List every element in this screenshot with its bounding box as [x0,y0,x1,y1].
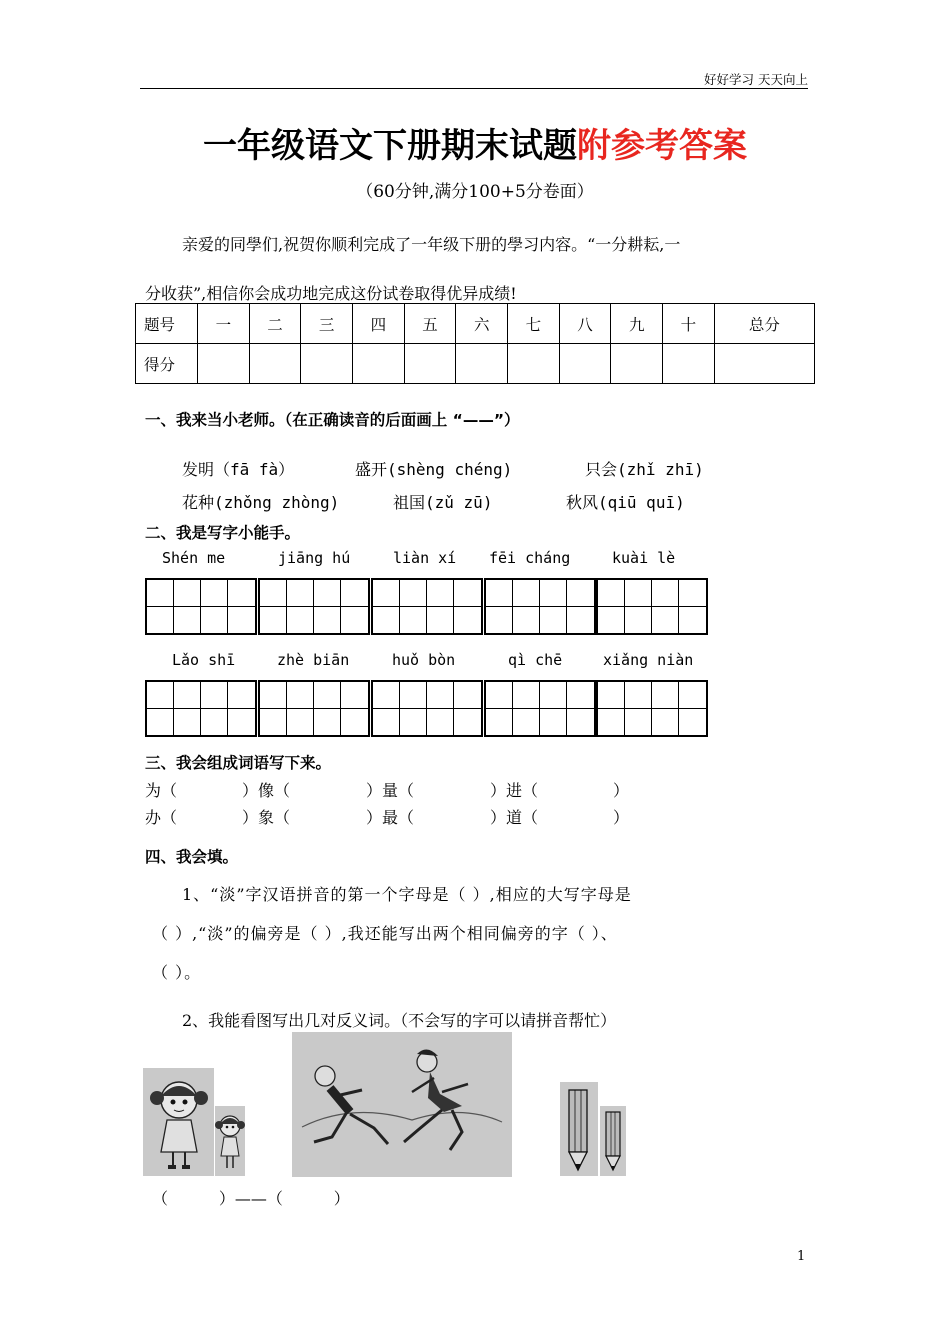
header-divider [140,88,808,89]
fill-blank: ）进（ [490,781,539,800]
header-motto: 好好学习 天天向上 [704,72,808,87]
score-cell[interactable] [714,344,814,384]
writing-cell[interactable] [228,580,255,607]
writing-cell[interactable] [679,682,706,709]
writing-cell[interactable] [486,607,513,634]
writing-cell[interactable] [652,709,679,736]
pinyin-label: fēi cháng [489,549,571,567]
score-cell[interactable] [559,344,611,384]
writing-cell[interactable] [540,580,567,607]
writing-cell[interactable] [540,607,567,634]
writing-cell[interactable] [373,580,400,607]
writing-cell[interactable] [486,682,513,709]
pinyin-label: qì chē [508,651,563,669]
writing-cell[interactable] [174,709,201,736]
writing-cell[interactable] [341,580,368,607]
writing-cell[interactable] [427,580,454,607]
score-table-header: 三 [301,304,353,344]
writing-cell[interactable] [174,682,201,709]
writing-cell[interactable] [427,709,454,736]
writing-grid[interactable] [484,680,596,737]
score-cell[interactable] [198,344,250,384]
writing-cell[interactable] [373,682,400,709]
writing-cell[interactable] [652,580,679,607]
pinyin-label: Shén me [162,549,226,567]
writing-grid[interactable] [258,578,370,635]
running-children-illustration [292,1032,512,1177]
score-table-score-row [136,344,815,384]
word-item: 祖国(zǔ zū) [393,493,493,512]
long-pencil-illustration [560,1082,598,1176]
writing-cell[interactable] [314,607,341,634]
writing-grid[interactable] [145,578,257,635]
writing-cell[interactable] [400,682,427,709]
score-cell[interactable] [663,344,715,384]
fill-blank: ） [613,781,630,800]
score-table-header: 总分 [714,304,814,344]
score-cell[interactable] [611,344,663,384]
writing-cell[interactable] [341,607,368,634]
writing-cell[interactable] [598,682,625,709]
page-number: 1 [797,1249,806,1264]
pinyin-label: kuài lè [612,549,676,567]
section-1-heading: 一、我来当小老师。（在正确读音的后面画上 “——”） [145,411,520,429]
score-table-header-row [136,304,815,344]
writing-cell[interactable] [373,607,400,634]
pinyin-label: Lǎo shī [172,651,236,669]
word-item: 只会(zhǐ zhī) [585,460,704,479]
word-item: 秋风(qiū quī) [566,493,685,512]
writing-grid[interactable] [371,578,483,635]
intro-line-2: 分收获”,相信你会成功地完成这份试卷取得优异成绩! [145,284,517,303]
pinyin-label: huǒ bòn [392,651,456,669]
pinyin-label: xiǎng niàn [603,651,694,669]
writing-cell[interactable] [260,709,287,736]
writing-cell[interactable] [540,709,567,736]
writing-cell[interactable] [567,682,594,709]
writing-cell[interactable] [567,607,594,634]
writing-cell[interactable] [147,607,174,634]
writing-cell[interactable] [314,682,341,709]
writing-cell[interactable] [427,607,454,634]
writing-cell[interactable] [486,709,513,736]
writing-cell[interactable] [513,607,540,634]
section-3-heading: 三、我会组成词语写下来。 [145,754,332,772]
writing-cell[interactable] [652,682,679,709]
tall-girl-illustration [143,1068,214,1176]
writing-cell[interactable] [679,607,706,634]
word-item: 盛开(shèng chéng) [355,460,513,479]
short-pencil-illustration [600,1106,626,1176]
writing-cell[interactable] [260,607,287,634]
writing-cell[interactable] [679,709,706,736]
writing-cell[interactable] [513,580,540,607]
score-table-header: 七 [508,304,560,344]
writing-grid[interactable] [145,680,257,737]
writing-cell[interactable] [567,709,594,736]
score-table-row-label: 题号 [136,304,198,344]
score-table-header: 十 [663,304,715,344]
writing-cell[interactable] [400,709,427,736]
writing-cell[interactable] [287,682,314,709]
writing-cell[interactable] [679,580,706,607]
writing-cell[interactable] [625,682,652,709]
title-main: 一年级语文下册期末试题 [203,126,577,166]
question-4-1-line-3: （ ）。 [152,963,202,982]
score-table-row-label: 得分 [136,344,198,384]
page-title [0,118,950,167]
fill-blank: ）最（ [366,808,415,827]
writing-cell[interactable] [201,580,228,607]
writing-cell[interactable] [314,709,341,736]
score-cell[interactable] [508,344,560,384]
writing-cell[interactable] [147,682,174,709]
writing-cell[interactable] [427,682,454,709]
fill-blank: 办（ [145,808,178,827]
score-table-header: 一 [198,304,250,344]
writing-cell[interactable] [287,607,314,634]
writing-cell[interactable] [287,580,314,607]
writing-cell[interactable] [314,580,341,607]
writing-cell[interactable] [400,607,427,634]
short-girl-illustration [215,1106,245,1176]
fill-blank: ）道（ [490,808,539,827]
writing-cell[interactable] [287,709,314,736]
score-cell[interactable] [353,344,405,384]
fill-blank: 为（ [145,781,178,800]
title-highlight: 附参考答案 [577,126,747,166]
score-table-header: 六 [456,304,508,344]
writing-grid[interactable] [484,578,596,635]
word-item: 花种(zhǒng zhòng) [182,493,340,512]
fill-blank: ）像（ [242,781,291,800]
word-item: 发明（fā fà） [182,460,295,479]
writing-cell[interactable] [174,607,201,634]
writing-cell[interactable] [567,580,594,607]
writing-grid[interactable] [596,680,708,737]
writing-cell[interactable] [147,709,174,736]
writing-cell[interactable] [341,709,368,736]
score-table [135,303,815,384]
fill-blank: ） [613,808,630,827]
fill-blank: ）量（ [366,781,415,800]
writing-cell[interactable] [598,709,625,736]
writing-cell[interactable] [454,682,481,709]
writing-cell[interactable] [625,709,652,736]
writing-cell[interactable] [147,580,174,607]
writing-grid[interactable] [258,680,370,737]
score-cell[interactable] [404,344,456,384]
writing-cell[interactable] [228,607,255,634]
score-table-header: 四 [353,304,405,344]
writing-cell[interactable] [201,607,228,634]
writing-cell[interactable] [625,580,652,607]
score-cell[interactable] [301,344,353,384]
score-table-header: 八 [559,304,611,344]
pinyin-label: zhè biān [277,651,350,669]
writing-cell[interactable] [513,709,540,736]
question-4-2: 2、我能看图写出几对反义词。（不会写的字可以请拼音帮忙） [182,1011,617,1030]
writing-cell[interactable] [540,682,567,709]
writing-cell[interactable] [652,607,679,634]
section-4-heading: 四、我会填。 [145,848,239,866]
writing-cell[interactable] [513,682,540,709]
writing-cell[interactable] [201,682,228,709]
score-table-header: 二 [249,304,301,344]
writing-cell[interactable] [598,580,625,607]
writing-cell[interactable] [174,580,201,607]
writing-cell[interactable] [486,580,513,607]
score-cell[interactable] [456,344,508,384]
writing-grid[interactable] [596,578,708,635]
writing-cell[interactable] [625,607,652,634]
writing-cell[interactable] [598,607,625,634]
writing-cell[interactable] [228,682,255,709]
writing-cell[interactable] [201,709,228,736]
writing-grid[interactable] [371,680,483,737]
score-table-header: 九 [611,304,663,344]
writing-cell[interactable] [400,580,427,607]
writing-cell[interactable] [260,682,287,709]
score-table-header: 五 [404,304,456,344]
pinyin-label: liàn xí [393,549,457,567]
writing-cell[interactable] [373,709,400,736]
question-4-1-line-1: 1、“淡”字汉语拼音的第一个字母是（ ）,相应的大写字母是 [182,885,632,904]
writing-cell[interactable] [454,580,481,607]
intro-line-1: 亲爱的同學们,祝贺你顺利完成了一年级下册的學习内容。“一分耕耘,一 [182,235,681,254]
antonym-answer-line[interactable]: （ ）——（ ） [152,1189,350,1208]
fill-blank: ）象（ [242,808,291,827]
exam-duration-note: （60分钟,满分100+5分卷面） [356,182,594,202]
question-4-1-line-2: （ ）,“淡”的偏旁是（ ）,我还能写出两个相同偏旁的字（ ）、 [152,924,618,943]
pinyin-label: jiāng hú [278,549,351,567]
section-2-heading: 二、我是写字小能手。 [145,524,301,542]
writing-cell[interactable] [341,682,368,709]
score-cell[interactable] [249,344,301,384]
writing-cell[interactable] [228,709,255,736]
writing-cell[interactable] [260,580,287,607]
writing-cell[interactable] [454,709,481,736]
writing-cell[interactable] [454,607,481,634]
